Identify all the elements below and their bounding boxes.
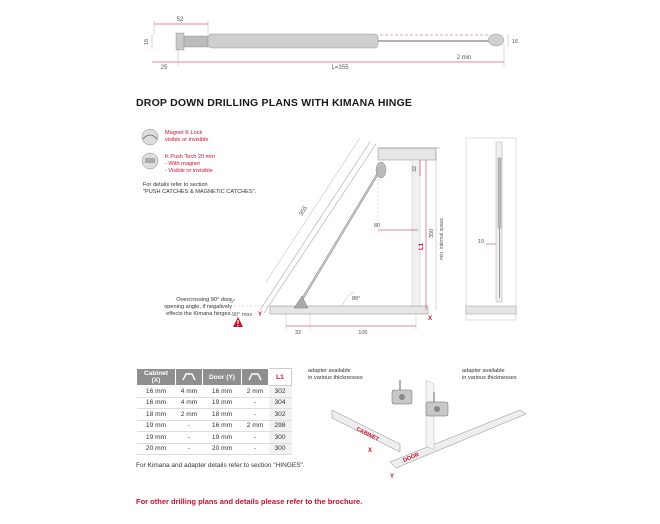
dim-32-top: 32 (412, 165, 418, 172)
table-row (137, 409, 292, 421)
table-cell: 18 mm (203, 409, 242, 421)
dim-16-left: 16 (144, 38, 150, 45)
header-cabinet: Cabinet (X) (137, 369, 176, 386)
legend-item1-title: Magnet K Lock (165, 130, 203, 136)
header-door: Door (Y) (203, 369, 242, 386)
legend-item2-sub1: - With magnet (165, 161, 200, 167)
dim-L: L=355 (331, 65, 349, 71)
label-cabinet: CABINET (355, 426, 380, 443)
dim-32-bottom: 32 (294, 330, 302, 336)
label-y-iso: Y (390, 474, 395, 480)
section-heading: DROP DOWN DRILLING PLANS WITH KIMANA HINGE (136, 97, 413, 109)
table-cell: 2 mm (242, 420, 269, 432)
legend-item-1 (165, 130, 209, 144)
table-cell: - (242, 409, 269, 421)
table-cell: 20 mm (137, 443, 176, 455)
table-row (137, 443, 292, 455)
adapter-left-line2: in various thicknesses (308, 375, 363, 381)
table-cell: - (242, 397, 269, 409)
legend-item2-sub2: - Visible or invisible (165, 168, 213, 174)
overcross-line1: Overcrossing 90° door (176, 297, 232, 303)
table-cell: 20 mm (203, 443, 242, 455)
header-L1: L1 (269, 369, 292, 386)
magnet-lock-icon (142, 129, 158, 145)
header-door-icon (242, 369, 269, 386)
cell-L1: 302 (269, 386, 292, 398)
table-cell: 16 mm (203, 420, 242, 432)
dim-25: 25 (160, 65, 168, 71)
dim-350: 350 (429, 228, 435, 238)
table-cell: - (176, 432, 203, 444)
label-door: DOOR (402, 452, 421, 464)
table-cell: 2 mm (176, 409, 203, 421)
table-cell: 4 mm (176, 386, 203, 398)
dim-355: 355 (298, 205, 310, 218)
table-cell: - (242, 432, 269, 444)
dim-19: 19 (477, 239, 484, 245)
label-L1: L1 (419, 242, 425, 250)
cell-L1: 298 (269, 420, 292, 432)
adapter-left-line1: adapter available (308, 368, 351, 374)
legend-details-line1: For details refer to section (143, 182, 208, 188)
front-view-drawing (462, 128, 522, 328)
table-row (137, 397, 292, 409)
table-cell: - (176, 420, 203, 432)
overcross-line3: effects the Kimana hinges. (166, 311, 232, 317)
label-y: Y (258, 312, 263, 318)
table-cell: 19 mm (137, 420, 176, 432)
dim-16-right: 16 (512, 39, 519, 45)
legend-details-line2: "PUSH CATCHES & MAGNETIC CATCHES". (143, 189, 257, 195)
header-cabinet-icon (176, 369, 203, 386)
table-cell: 19 mm (203, 397, 242, 409)
table-cell: 4 mm (176, 397, 203, 409)
table-cell: 18 mm (137, 409, 176, 421)
table-cell: 16 mm (203, 386, 242, 398)
table-cell: - (176, 443, 203, 455)
cell-L1: 302 (269, 409, 292, 421)
label-x-iso: X (368, 448, 373, 454)
dim-88: 88° (352, 296, 361, 302)
label-min-internal: min. internal space (439, 218, 445, 260)
dim-5: 5° (230, 299, 236, 305)
cell-L1: 300 (269, 443, 292, 455)
overcross-note (140, 297, 232, 318)
overcross-line2: opening angle, if negatively (164, 304, 232, 310)
table-cell: 2 mm (242, 386, 269, 398)
table-header-row (137, 369, 292, 386)
dim-80: 80 (374, 223, 381, 229)
legend-icons (140, 127, 164, 175)
adapter-right-line1: adapter available (462, 368, 505, 374)
legend-item1-sub: visible or invisible (165, 137, 209, 143)
dim-90max: 90° max (232, 312, 253, 318)
table-cell: 16 mm (137, 386, 176, 398)
isometric-hinge-drawing (330, 380, 530, 485)
dim-105: 105 (358, 330, 368, 336)
table-cell: - (242, 443, 269, 455)
hinge-dimension-table (136, 368, 292, 455)
table-row (137, 420, 292, 432)
legend-item-2 (165, 154, 215, 175)
adapter-icon (248, 372, 262, 382)
footer-note: For other drilling plans and details please refer to the brochure. (136, 497, 363, 506)
table-cell: 19 mm (137, 432, 176, 444)
cell-L1: 300 (269, 432, 292, 444)
table-row (137, 386, 292, 398)
table-row (137, 432, 292, 444)
cell-L1: 304 (269, 397, 292, 409)
legend-item2-title: K Push Tech 20 mm (165, 154, 215, 160)
table-cell: 19 mm (203, 432, 242, 444)
dim-52: 52 (176, 17, 184, 23)
label-x: X (428, 316, 433, 322)
adapter-right-line2: in various thicknesses (462, 375, 517, 381)
gas-spring-top-drawing (130, 10, 530, 75)
table-note: For Kimana and adapter details refer to section "HINGES". (136, 462, 305, 469)
table-cell: 16 mm (137, 397, 176, 409)
dim-2min: 2 min (456, 55, 472, 61)
adapter-icon (182, 372, 196, 382)
